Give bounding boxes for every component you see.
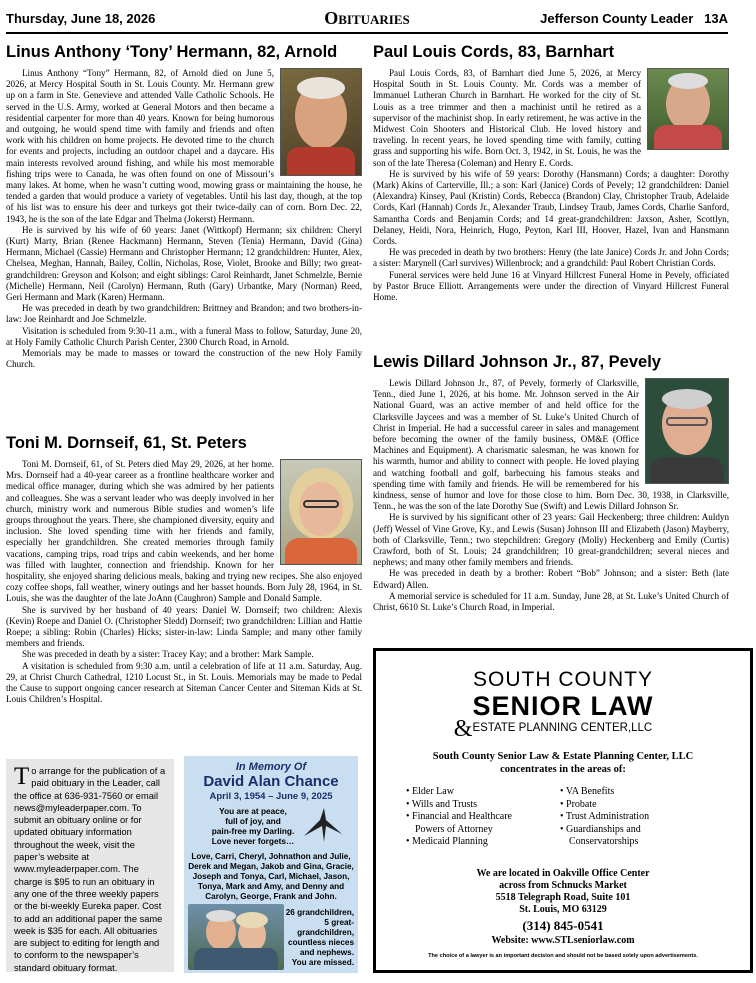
obituary-paragraph: She was preceded in death by a sister: Tracey Kay; and a brother: Mark Sample. [22,649,314,660]
memorial-photo [188,904,284,970]
logo-line3-wrap [356,716,750,742]
paper-and-page [540,11,728,26]
verse-line: pain-free my Darling. [211,826,295,836]
ad-location [376,868,750,916]
in-memory-ad [184,756,358,973]
issue-date: Thursday, June 18, 2026 [6,11,156,26]
logo-line3: ESTATE PLANNING CENTER,LLC [472,722,653,734]
location-line: We are located in Oakville Office Center [476,868,650,879]
practice-item: • Probate [560,798,597,810]
obituary-paragraph: Linus Anthony “Tony” Hermann, 82, of Arnold died on June 5, 2026, at Mercy Hospital South in St. Louis County. Mr. Hermann grew up on a farm in Ste. Genevieve and attended Valle Catholic Schools. He served in the U.S. Army, worked at General Motors and then became a residential carpenter for more than 40 years. Known for being humorous and outgoing, he would spend time with family and friends and often work with his children on home projects. He devoted time to the church for events and projects, including an outdoor chapel and a daycare. His main interests revolved around fishing, and while his most memorable fishing trips were to Canada, he was often found on one of Missouri’s many lakes. At home, when he wasn’t cutting wood, mowing grass or maintaining the house, he tended a garden that would produce a variety of vegetables. Until his last day, though, at the top of his list was to ensure his deer and turkeys got their twice-daily can of corn. Born Dec. 22, 1943, he is the son of the late Edgar and Thelma (Jokerst) Hermann. [6,68,362,224]
paper-name: Jefferson County Leader [540,11,694,26]
eagle-icon [302,806,346,846]
verse-line: full of joy, and [225,816,281,826]
location-line: 5518 Telegraph Road, Suite 101 [495,892,631,903]
obituary-paragraph: He is survived by his wife of 59 years: Dorothy (Hansmann) Cords; a daughter: Dorothy (Mark) Akins of Carterville, Ill.; a son: Karl (Janice) Cords of Pevely; 12 grandchildren: Daniel (Alexandra) Kinsey, Paul (Kristin) Cords, Rebecca (Brandon) Clay, Christopher Traub, Adelaide Cords, Karl (Hannah) Cords Jr., Alexander Traub, Lindsey Traub, James Cords, Charlie Sanford, Samantha Cords and Benjamin Cords; and 14 great-grandchildren: Jaxson, Asher, Scottlyn, Delaney, Heidi, Nora, Heinrich, Hugo, Peyton, Karl III, Hoover, Hazel, Ivan and Hansmann Cords. [373,168,729,247]
obituary-paragraph: Funeral services were held June 16 at Vinyard Hillcrest Funeral Home in Pevely, officiated by Pastor Bruce Elliott. Arrangements were under the direction of Vinyard Hillcrest Funeral Home. [373,269,729,303]
obituary-paragraph: He is survived by his significant other of 23 years: Gail Heckenberg; three children: Auldyn (Jeff) Wessel of Vine Grove, Ky., and Lewis (Susan) Johnson III and Elizabeth (Jason) Mayberry, both of Clarksville, Tenn.; two stepchildren: Gregory (Molly) Heckenberg and Emily (Curtis) Crawford, both of St. Louis; 24 grandchildren; 10 great-grandchildren; several nieces and nephews; and many other family members and friends. [373,512,729,568]
obituary-title: Paul Louis Cords, 83, Barnhart [373,43,615,61]
portrait-photo [647,68,729,150]
practice-areas [376,786,750,854]
verse-area [184,806,358,852]
memoriam-verse [198,806,308,846]
logo-line2: SENIOR LAW [472,691,654,721]
senior-law-ad [373,648,753,973]
obituary-paragraph: A visitation is scheduled from 9:30 a.m. until a celebration of life at 11 a.m. Saturday, Aug. 29, at Christ Church Cathedral, 1210 Locust St., in St. Louis. Memorials may be made to Pedal the Cause to support ongoing cancer research at Siteman Cancer Center and Siteman Kids at St. Louis Children’s Hospital. [6,660,362,705]
location-line: across from Schnucks Market [499,880,627,891]
ad-intro-line2: concentrates in the areas of: [500,764,626,775]
logo-ampersand: & [453,716,473,742]
extra-line: 5 great-grandchildren, [297,918,354,937]
extra-line: and nephews. [299,948,354,957]
obituary-johnson [373,352,729,613]
ad-disclaimer: The choice of a lawyer is an important decision and should not be based solely upon advertisements. [428,953,698,959]
practice-item: • Guardianships and [560,823,641,835]
obituary-cords [373,42,729,303]
memoriam-family: Love, Carri, Cheryl, Johnathon and Julie, Derek and Megan, Jakob and Gina, Gracie, Joseph and Tonya, Carl, Michael, Jason, Tonya, Mark and Amy, and Denny and Carolyn, George, Frank and John. [188,852,354,901]
obituary-title: Toni M. Dornseif, 61, St. Peters [6,434,247,452]
obituary-hermann [6,42,362,370]
obituary-title: Lewis Dillard Johnson Jr., 87, Pevely [373,353,661,371]
practice-list-left [406,786,512,849]
practice-item: Powers of Attorney [415,823,493,835]
practice-item: • Trust Administration [560,811,650,822]
obituary-paragraph: He is survived by his wife of 60 years: Janet (Wittkopf) Hermann; six children: Cheryl (Kurt) Marty, Brian (Renee Hackmann) Hermann, Steven (Tenia) Hermann, David (Gina) Hermann, Michael (Cassie) Hermann and Christopher Hermann; 12 grandchildren: Hunter, Alex, Chelsea, Meghan, Hannah, Bailey, Collin, Nicholas, Rose, Violet, Brooke and Billy; two great-grandchildren: Greyson and Kolson; and eight siblings: Carol Reinhardt, Janet Schmelzle, Bernie (Michelle) Hermann, Neil (Carolyn) Hermann, Ruth (Gary) Urbantke, Mary (Norman) Reed, Geri Hermann and Mark (Karen) Hermann. [6,224,362,303]
obituary-paragraph: Memorials may be made to masses or toward the construction of the new Holy Family Church. [6,348,362,370]
page-header [6,6,728,34]
portrait-photo [280,68,362,176]
obituary-title: Linus Anthony ‘Tony’ Hermann, 82, Arnold [6,43,338,61]
obituary-paragraph: He was preceded in death by two grandchildren: Brittney and Brandon; and two brothers-in-law: Joe Reinhardt and Joe Schmelzle. [6,303,362,325]
ad-phone: (314) 845-0541 [522,918,604,933]
practice-item: • Elder Law [406,786,454,797]
obituary-paragraph: Lewis Dillard Johnson Jr., 87, of Pevely, formerly of Clarksville, Tenn., died June 1, 2026, at his home. Mr. Johnson served in the Air National Guard, was an active member of and held office for the Clarksville Jaycees and was a member of St. Luke’s United Church of Christ in Imperial. He had a successful career in sales and management before becoming the owner of the family business, OM&E (Office Machines and Equipment). A charismatic salesman, he was known for his warmth, humor and ability to connect with people. He loved playing and watching football and golf, barbecuing his famous steaks and spending time with family and friends. He will be remembered for his kindness, sense of humor and love for those close to him. Born Dec. 30, 1938, in Clarksville, Tenn., he was the son of the late Dorothy Sue (Swift) and Lewis Dillard Johnson Sr. [373,378,729,512]
notice-text [6,759,174,980]
ad-intro [376,750,750,776]
practice-item: Conservatorships [569,836,639,847]
practice-item: • VA Benefits [560,786,615,797]
obituary-paragraph: He was preceded in death by a brother: Robert “Bob” Johnson; and a sister: Beth (late Edward) Allen. [373,568,729,590]
practice-item: • Medicaid Planning [406,836,488,847]
portrait-photo [280,459,362,565]
verse-line: You are at peace, [219,806,287,816]
verse-line: Love never forgets… [211,836,295,846]
obituary-paragraph: Paul Louis Cords, 83, of Barnhart died June 5, 2026, at Mercy Hospital South in St. Louis County. Mr. Cords was a member of Immanuel Lutheran Church in Barnhart. He worked for the city of St. Louis as a tree trimmer and then a machinist until he retired as a supervisor of the machinist shop. In early retirement, he was active in the Midwest Coin Shooters and Historical Club. He loved history and traveling. In recent years, he loved spending time with family, cutting grass and supporting his wife. Born Oct. 3, 1942, in St. Louis, he was the son of the late Theresa (Coleman) and Henry E. Cords. [373,68,641,168]
memoriam-dates: April 3, 1954 – June 9, 2025 [209,791,333,802]
memoriam-name: David Alan Chance [203,773,339,790]
extra-line: countless nieces [288,938,354,947]
extra-line: 26 grandchildren, [285,908,354,917]
obituary-paragraph: Visitation is scheduled from 9:30-11 a.m., with a funeral Mass to follow, Saturday, June 20, at Holy Family Catholic Church Parish Center, 2300 Church Road, in Arnold. [6,325,362,347]
page-number: 13A [704,11,728,26]
memoriam-extra [274,908,354,968]
obituary-paragraph: He was preceded in death by two brothers: Henry (the late Janice) Cords Jr. and John Cords; a sister: Marynell (Carl survives) Willenbrock; and a grandchild: Paul Robert Christian Cords. [373,247,729,269]
practice-item: • Financial and Healthcare [406,811,512,822]
drop-cap: T [14,763,30,790]
obituary-dornseif [6,433,362,705]
portrait-photo [645,378,729,484]
logo-line1: SOUTH COUNTY [473,668,653,691]
memoriam-heading: In Memory Of [235,761,307,773]
ad-intro-line1: South County Senior Law & Estate Planning Center, LLC [432,751,694,762]
obituary-notice-box [6,759,174,972]
section-title: Obituaries [324,8,410,28]
obituary-paragraph: Toni M. Dornseif, 61, of St. Peters died May 29, 2026, at her home. Mrs. Dornseif had a 40-year career as a frontline healthcare worker and medical office manager, during which she was admired by her patients and colleagues. She was a servant leader who was deeply involved in her church, ministry work and numerous Bible studies and women’s life groups throughout the years. There, she championed diversity, equity and inclusion. She loved spending time with her friends and family, especially her grandchildren. She created memories through family vacations, camping trips, road trips and cabin weekends, and her home was filled with laughter, connection and friendship. Known for her hospitality, she enjoyed sharing delicious meals, baking and trying new recipes. She also enjoyed cozy coffee shops, fall weather, winery outings and her basset hounds. Born July 28, 1964, in St. Louis, she was the daughter of the late JoAnn (Caughron) Sample and Donald Sample. [6,459,362,604]
ad-website: Website: www.STLseniorlaw.com [491,935,635,946]
obituary-paragraph: She is survived by her husband of 40 years: Daniel W. Dornseif; two children: Alexis (Kevin) Roepe and Daniel O. (Christopher Sledd) Dornseif; two grandchildren: Lillian and Hattie Roepe; a sibling: Robin (Charles) Hicks; sister-in-law: Linda Sample; and many other family members and friends. [6,604,362,649]
obituary-paragraph: A memorial service is scheduled for 11 a.m. Sunday, June 28, at St. Luke’s United Church of Christ, 6610 St. Luke’s Church Road, in Imperial. [373,590,729,613]
location-line: St. Louis, MO 63129 [519,904,607,915]
practice-list-right [560,786,649,849]
notice-body: o arrange for the publication of a paid obituary in the Leader, call the office at 636-931-7560 or email news@myleaderpaper.com. To submit an obituary online or for updated obituary information throughout the week, visit the paper’s website at www.myleaderpaper.com. The charge is $95 to run an obituary in any one of the three weekly papers or the bi-weekly Eureka paper. Cost to add an additional paper the same week is $35 for each. All obituaries are subject to editing for length and to conform to the newspaper’s standard obituary format. [14,766,166,973]
extra-line: You are missed. [291,958,354,967]
practice-item: • Wills and Trusts [406,798,477,810]
